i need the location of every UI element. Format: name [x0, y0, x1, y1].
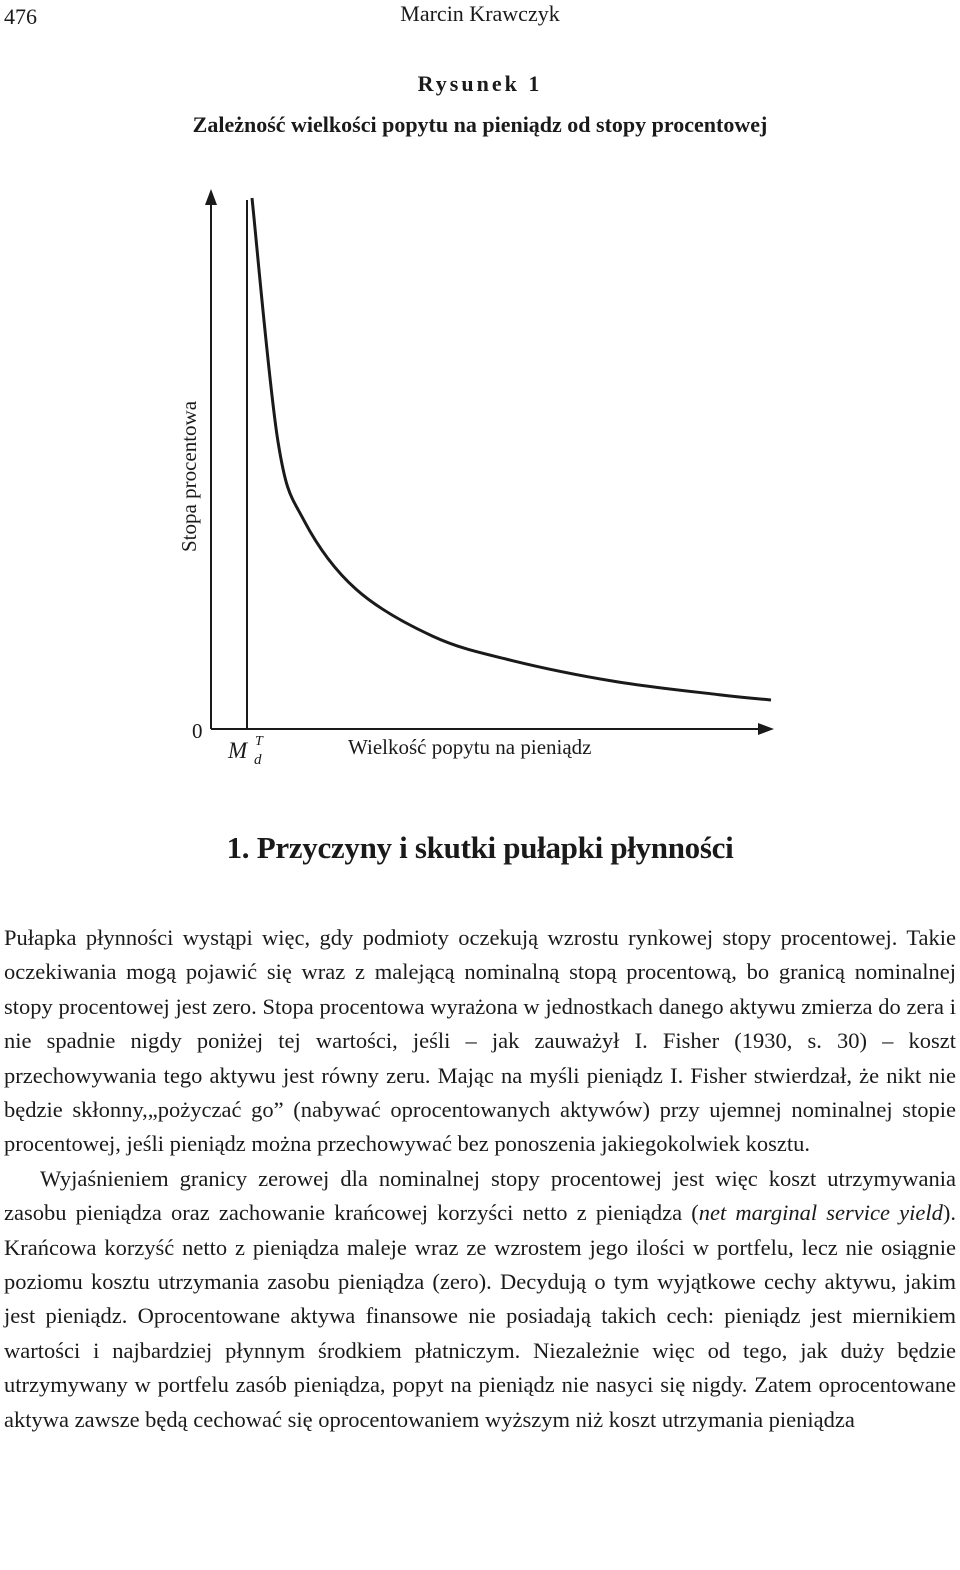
origin-label: 0 [192, 719, 203, 743]
paragraph-2-part-1: Wyjaśnieniem granicy zerowej dla nominalnej stopy procentowej jest więc koszt utrzymywania zasobu pieniądza oraz zachowanie krańcowej korzyści netto z pieniądza ( [4, 1165, 956, 1226]
paragraph-2-italic-term: net marginal service yield [698, 1200, 943, 1226]
x-axis-arrow [758, 723, 774, 735]
paragraph-2 [4, 1162, 956, 1437]
figure-label: Rysunek 1 [417, 71, 543, 96]
x-axis-label: Wielkość popytu na pieniądz [348, 735, 592, 759]
page-number: 476 [4, 4, 37, 29]
paragraph-1: Pułapka płynności wystąpi więc, gdy podmioty oczekują wzrostu rynkowej stopy procentowej. Takie oczekiwania mogą pojawić się wraz z malejącą nominalną stopą procentową, bo granicą nominalnej stopy procentowej jest zero. Stopa procentowa wyrażona w jednostkach danego aktywu zmierza do zera i nie spadnie nigdy poniżej tej wartości, jeśli – jak zauważył I. Fisher (1930, s. 30) – koszt przechowywania tego aktywu jest równy zeru. Mając na myśli pieniądz I. Fisher stwierdzał, że nikt nie będzie skłonny,„pożyczać go” (nabywać oprocentowanych aktywów) przy ujemnej nominalnej stopie procentowej, jeśli pieniądz można przechowywać bez ponoszenia jakiegokolwiek kosztu. [4, 925, 956, 1157]
y-axis-label: Stopa procentowa [177, 400, 201, 552]
running-head-author: Marcin Krawczyk [400, 1, 560, 26]
y-axis-arrow [205, 189, 217, 205]
paragraph-2-part-2: ). Krańcowa korzyść netto z pieniądza maleje wraz ze wzrostem jego ilości w portfelu, lecz nie osiągnie poziomu kosztu utrzymania zasobu pieniądza (zero). Decydują o tym wyjątkowe cechy aktywu, jakim jest pieniądz. Oprocentowane aktywa finansowe nie posiadają takich cech: pieniądz jest miernikiem wartości i najbardziej płynnym środkiem płatniczym. Niezależnie więc od tego, jak duży będzie utrzymywany w portfelu zasób pieniądza, popyt na pieniądz nie nasyci się nigdy. Zatem oprocentowane aktywa zawsze będą cechować się oprocentowaniem wyższym niż koszt utrzymania pieniądza [4, 1200, 956, 1432]
figure-title: Zależność wielkości popytu na pieniądz od stopy procentowej [192, 112, 768, 137]
asymptote-label [227, 734, 264, 768]
asymptote-label-base: M [228, 738, 248, 763]
asymptote-label-superscript: T [255, 734, 263, 749]
section-heading: 1. Przyczyny i skutki pułapki płynności [226, 830, 734, 865]
money-demand-curve [252, 198, 771, 700]
asymptote-label-subscript: d [254, 752, 262, 768]
body-text [4, 921, 956, 1437]
